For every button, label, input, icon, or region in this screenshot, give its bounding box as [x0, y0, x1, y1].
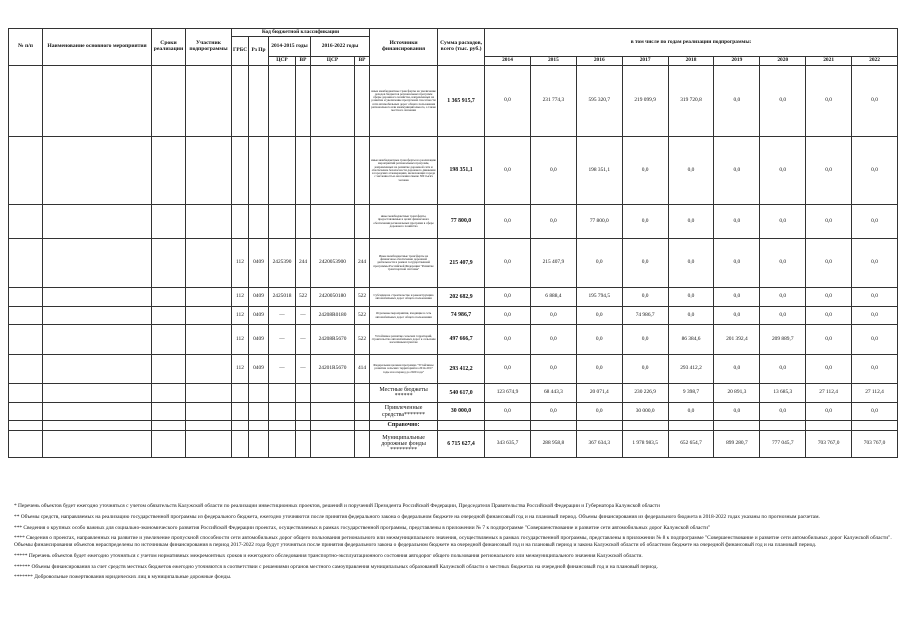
empty-cell — [249, 403, 269, 421]
table-row — [9, 421, 898, 431]
year-value-cell: 0,0 — [806, 403, 852, 421]
year-value-cell: 230 226,9 — [622, 384, 668, 403]
year-value-cell: 319 720,8 — [668, 66, 714, 137]
year-value-cell: 343 635,7 — [485, 431, 531, 458]
empty-cell — [186, 384, 232, 403]
year-value-cell: 0,0 — [485, 205, 531, 239]
vr-2016-cell — [355, 66, 370, 137]
year-value-cell: 0,0 — [668, 288, 714, 307]
year-value-cell: 0,0 — [668, 205, 714, 239]
year-value-cell: 6 888,4 — [530, 288, 576, 307]
table-row — [9, 66, 898, 137]
empty-cell — [852, 421, 898, 431]
header-year: 2019 — [714, 57, 760, 66]
csr-2014-cell: 2425018 — [269, 288, 296, 307]
empty-cell — [186, 403, 232, 421]
year-value-cell: 68 443,3 — [530, 384, 576, 403]
year-value-cell: 27 112,4 — [852, 384, 898, 403]
grbs-cell — [232, 66, 249, 137]
csr-2016-cell: 24208R5670 — [311, 325, 355, 355]
vr-2016-cell — [355, 205, 370, 239]
empty-cell — [311, 384, 355, 403]
csr-2016-cell — [311, 137, 355, 205]
grbs-cell: 112 — [232, 325, 249, 355]
total-cell: 215 407,9 — [438, 239, 485, 288]
vr-2014-cell — [296, 205, 311, 239]
header-grbs: ГРБС — [232, 37, 249, 66]
year-value-cell: 0,0 — [485, 66, 531, 137]
empty-cell — [43, 403, 152, 421]
year-value-cell: 0,0 — [530, 205, 576, 239]
empty-cell — [43, 325, 152, 355]
empty-cell — [622, 421, 668, 431]
empty-cell — [249, 431, 269, 458]
empty-cell — [43, 431, 152, 458]
year-value-cell: 30 000,0 — [622, 403, 668, 421]
header-period-2014: 2014-2015 годы — [269, 37, 311, 57]
year-value-cell: 195 794,5 — [576, 288, 622, 307]
empty-cell — [9, 325, 43, 355]
empty-cell — [186, 137, 232, 205]
vr-2016-cell: 244 — [355, 239, 370, 288]
table-row — [9, 307, 898, 325]
year-value-cell: 20 071,4 — [576, 384, 622, 403]
table-row — [9, 288, 898, 307]
empty-cell — [9, 205, 43, 239]
year-value-cell: 367 634,3 — [576, 431, 622, 458]
year-value-cell: 0,0 — [852, 137, 898, 205]
csr-2014-cell — [269, 137, 296, 205]
year-value-cell: 0,0 — [806, 239, 852, 288]
empty-cell — [43, 421, 152, 431]
empty-cell — [232, 384, 249, 403]
empty-cell — [296, 403, 311, 421]
year-value-cell: 0,0 — [852, 66, 898, 137]
table-row — [9, 239, 898, 288]
source-cell: Отдельные мероприятия, входящие в сеть автомобильных дорог общего пользования — [370, 307, 438, 325]
empty-cell — [576, 421, 622, 431]
table-row — [9, 431, 898, 458]
rzpr-cell — [249, 66, 269, 137]
source-cell: Устойчивое развитие сельских территорий, строительство автомобильных дорог к сельским населённым пунктам — [370, 325, 438, 355]
year-value-cell: 86 384,6 — [668, 325, 714, 355]
header-vr-2: ВР — [355, 57, 370, 66]
empty-cell — [152, 307, 186, 325]
vr-2016-cell: 522 — [355, 307, 370, 325]
empty-cell — [43, 288, 152, 307]
csr-2014-cell: 2425390 — [269, 239, 296, 288]
year-value-cell: 0,0 — [852, 288, 898, 307]
header-terms: Сроки реализации — [152, 29, 186, 66]
year-value-cell: 0,0 — [622, 325, 668, 355]
header-year: 2014 — [485, 57, 531, 66]
year-value-cell: 703 767,0 — [806, 431, 852, 458]
total-cell: 293 412,2 — [438, 355, 485, 384]
rzpr-cell: 0409 — [249, 307, 269, 325]
empty-cell — [43, 307, 152, 325]
empty-cell — [296, 384, 311, 403]
header-participant: Участник подпрограммы — [186, 29, 232, 66]
financing-table — [8, 28, 898, 458]
vr-2014-cell: — — [296, 307, 311, 325]
empty-cell — [186, 239, 232, 288]
year-value-cell: 0,0 — [852, 205, 898, 239]
empty-cell — [355, 421, 370, 431]
empty-cell — [311, 421, 355, 431]
empty-cell — [249, 384, 269, 403]
total-cell: 202 682,9 — [438, 288, 485, 307]
empty-cell — [9, 421, 43, 431]
csr-2016-cell: 24208R0180 — [311, 307, 355, 325]
header-year: 2016 — [576, 57, 622, 66]
header-year: 2020 — [760, 57, 806, 66]
footnote: *** Сведения о крупных особо важных для социально-экономического развития Российской Федерации проектах, осуществляемых в рамках государственной программы, представлены в приложении № 7 к подпрограмме "Совершенствование и развитие сети автомобильных дорог Калужской области" — [14, 524, 711, 531]
source-cell: Федеральная целевая программа "Устойчивое развитие сельских территорий на 2014-2017 годы и на период до 2020 года" — [370, 355, 438, 384]
header-name: Наименование основного мероприятия — [43, 29, 152, 66]
year-value-cell: 0,0 — [852, 403, 898, 421]
year-value-cell: 0,0 — [668, 239, 714, 288]
table-row — [9, 403, 898, 421]
empty-cell — [311, 403, 355, 421]
empty-cell — [249, 421, 269, 431]
empty-cell — [232, 431, 249, 458]
header-period-2016: 2016-2022 годы — [311, 37, 370, 57]
year-value-cell: 13 685,3 — [760, 384, 806, 403]
empty-cell — [186, 355, 232, 384]
year-value-cell: 20 891,3 — [714, 384, 760, 403]
grbs-cell — [232, 137, 249, 205]
header-year: 2018 — [668, 57, 714, 66]
empty-cell — [152, 403, 186, 421]
empty-cell — [232, 403, 249, 421]
year-value-cell: 0,0 — [668, 403, 714, 421]
year-value-cell: 0,0 — [806, 66, 852, 137]
vr-2016-cell: 414 — [355, 355, 370, 384]
rzpr-cell: 0409 — [249, 355, 269, 384]
csr-2014-cell: — — [269, 325, 296, 355]
empty-cell — [9, 431, 43, 458]
year-value-cell: 0,0 — [714, 403, 760, 421]
vr-2014-cell: 244 — [296, 239, 311, 288]
vr-2014-cell: — — [296, 355, 311, 384]
csr-2016-cell: 2420050180 — [311, 288, 355, 307]
table-row — [9, 137, 898, 205]
year-value-cell: 0,0 — [852, 325, 898, 355]
empty-cell — [43, 355, 152, 384]
empty-cell — [186, 288, 232, 307]
header-vr-1: ВР — [296, 57, 311, 66]
year-value-cell: 652 654,7 — [668, 431, 714, 458]
empty-cell — [43, 137, 152, 205]
source-cell: Иные межбюджетные трансферты на финансовое обеспечение дорожной деятельности в рамках государственной программы Российской Федерации "Развитие транспортной системы" — [370, 239, 438, 288]
empty-cell — [186, 325, 232, 355]
year-value-cell: 231 774,3 — [530, 66, 576, 137]
table-row — [9, 384, 898, 403]
year-value-cell: 0,0 — [576, 307, 622, 325]
year-value-cell: 74 986,7 — [622, 307, 668, 325]
year-value-cell: 0,0 — [852, 355, 898, 384]
year-value-cell: 0,0 — [714, 355, 760, 384]
footnote: ***** Перечень объектов будет ежегодно уточняться с учетом нормативных межремонтных сроков и ежегодного обследования транспортно-эксплуатационного состояния автодорог общего пользования регионального или межмуниципального значения Калужской области. — [14, 552, 643, 559]
footnote: ** Объемы средств, направляемых на реализацию государственной программы из федерального бюджета, ежегодно уточняются после принятия федерального закона о федеральном бюджете на очередной финансовый год и на плановый период. Объемы финансирования из федерального бюджета в 2018-2022 годах указаны по прогнозным расчетам. — [14, 513, 820, 520]
total-cell: 77 800,0 — [438, 205, 485, 239]
year-value-cell: 0,0 — [530, 325, 576, 355]
year-value-cell: 0,0 — [576, 403, 622, 421]
total-cell: 540 617,0 — [438, 384, 485, 403]
empty-cell — [9, 288, 43, 307]
year-value-cell: 0,0 — [760, 66, 806, 137]
empty-cell — [43, 384, 152, 403]
header-year: 2021 — [806, 57, 852, 66]
empty-cell — [269, 421, 296, 431]
year-value-cell: 201 392,4 — [714, 325, 760, 355]
empty-cell — [269, 384, 296, 403]
year-value-cell: 0,0 — [806, 137, 852, 205]
footnotes — [14, 503, 896, 585]
empty-cell — [438, 421, 485, 431]
empty-cell — [269, 431, 296, 458]
year-value-cell: 0,0 — [576, 239, 622, 288]
empty-cell — [43, 66, 152, 137]
empty-cell — [152, 66, 186, 137]
year-value-cell: 219 099,9 — [622, 66, 668, 137]
year-value-cell: 0,0 — [760, 205, 806, 239]
footnote: **** Сведения о проектах, направленных на развитие и увеличение пропускной способности сети автомобильных дорог общего пользования регионального или межмуниципального значения, осуществляемых в рамках государственной программы, представлены в приложении № 8 к подпрограмме "Совершенствование и развитие сети автомобильных дорог Калужской области". Объемы финансирования объектов нераспределены по источникам финансирования в период 2017-2022 года будут уточняться после принятия федерального закона о федеральном бюджете на очередной финансовый год и на плановый период и закона Калужской области об областном бюджете на очередной финансовый год и на плановый период. — [14, 535, 892, 548]
empty-cell — [152, 421, 186, 431]
year-value-cell: 0,0 — [485, 403, 531, 421]
empty-cell — [355, 431, 370, 458]
year-value-cell: 0,0 — [806, 355, 852, 384]
year-value-cell: 0,0 — [760, 307, 806, 325]
year-value-cell: 0,0 — [485, 325, 531, 355]
source-cell: Муниципальные дорожные фонды ********* — [370, 431, 438, 458]
empty-cell — [43, 205, 152, 239]
empty-cell — [186, 421, 232, 431]
rzpr-cell: 0409 — [249, 325, 269, 355]
rzpr-cell — [249, 137, 269, 205]
year-value-cell: 198 351,1 — [576, 137, 622, 205]
vr-2016-cell: 522 — [355, 288, 370, 307]
footnote: ******* Добровольные пожертвования юридических лиц в муниципальные дорожные фонды. — [14, 574, 232, 581]
empty-cell — [296, 431, 311, 458]
vr-2014-cell: — — [296, 325, 311, 355]
vr-2014-cell — [296, 66, 311, 137]
empty-cell — [186, 307, 232, 325]
source-cell: Местные бюджеты ****** — [370, 384, 438, 403]
empty-cell — [668, 421, 714, 431]
empty-cell — [9, 355, 43, 384]
empty-cell — [9, 137, 43, 205]
grbs-cell: 112 — [232, 239, 249, 288]
year-value-cell: 0,0 — [852, 307, 898, 325]
header-rzpr: Рз Пр — [249, 37, 269, 66]
empty-cell — [355, 403, 370, 421]
vr-2016-cell: 522 — [355, 325, 370, 355]
header-budget-code: Код бюджетной классификации — [232, 29, 370, 37]
total-cell: 198 351,1 — [438, 137, 485, 205]
year-value-cell: 215 407,9 — [530, 239, 576, 288]
year-value-cell: 0,0 — [576, 355, 622, 384]
source-cell: Привлеченные средства******* — [370, 403, 438, 421]
footnote: ****** Объемы финансирования за счет средств местных бюджетов ежегодно уточняются в соответствии с решениями органов местного самоуправления муниципальных образований Калужской области о местных бюджетах на очередной финансовый год и на плановый период. — [14, 563, 658, 570]
source-cell: иные межбюджетные трансферты на реализацию мероприятий региональных программ, направленных на развитие дорожной сети и обеспечение безопасности дорожного движения в городских агломерациях, включающих города с численностью населения свыше 300 тысяч человек — [370, 137, 438, 205]
empty-cell — [760, 421, 806, 431]
vr-2014-cell — [296, 137, 311, 205]
empty-cell — [152, 137, 186, 205]
total-cell: 497 666,7 — [438, 325, 485, 355]
grbs-cell — [232, 205, 249, 239]
year-value-cell: 0,0 — [576, 325, 622, 355]
year-value-cell: 0,0 — [622, 288, 668, 307]
header-no: № п/п — [9, 29, 43, 66]
year-value-cell: 0,0 — [622, 239, 668, 288]
csr-2016-cell — [311, 66, 355, 137]
vr-2016-cell — [355, 137, 370, 205]
rzpr-cell: 0409 — [249, 239, 269, 288]
header-year: 2015 — [530, 57, 576, 66]
empty-cell — [152, 355, 186, 384]
header-csr-2: ЦСР — [311, 57, 355, 66]
header-csr-1: ЦСР — [269, 57, 296, 66]
year-value-cell: 0,0 — [806, 325, 852, 355]
empty-cell — [9, 403, 43, 421]
year-value-cell: 0,0 — [530, 403, 576, 421]
year-value-cell: 209 889,7 — [760, 325, 806, 355]
year-value-cell: 0,0 — [714, 137, 760, 205]
year-value-cell: 0,0 — [714, 239, 760, 288]
empty-cell — [9, 307, 43, 325]
year-value-cell: 899 280,7 — [714, 431, 760, 458]
year-value-cell: 0,0 — [622, 355, 668, 384]
year-value-cell: 288 958,8 — [530, 431, 576, 458]
year-value-cell: 0,0 — [530, 137, 576, 205]
csr-2014-cell — [269, 66, 296, 137]
year-value-cell: 0,0 — [806, 205, 852, 239]
grbs-cell: 112 — [232, 355, 249, 384]
year-value-cell: 0,0 — [806, 307, 852, 325]
empty-cell — [269, 403, 296, 421]
rzpr-cell — [249, 205, 269, 239]
vr-2014-cell: 522 — [296, 288, 311, 307]
csr-2014-cell — [269, 205, 296, 239]
year-value-cell: 0,0 — [530, 307, 576, 325]
empty-cell — [485, 421, 531, 431]
header-sum: Сумма расходов, всего (тыс. руб.) — [438, 29, 485, 66]
year-value-cell: 0,0 — [622, 205, 668, 239]
empty-cell — [152, 384, 186, 403]
year-value-cell: 0,0 — [530, 355, 576, 384]
year-value-cell: 0,0 — [668, 307, 714, 325]
empty-cell — [186, 431, 232, 458]
empty-cell — [9, 66, 43, 137]
footnote: * Перечень объектов будет ежегодно уточняться с учетом обязательств Калужской области по реализации инвестиционных проектов, решений и поручений Президента Российской Федерации, Председателя Правительства Российской Федерации и Губернатора Калужской области — [14, 503, 660, 509]
header-sources: Источники финансирования — [370, 29, 438, 66]
year-value-cell: 0,0 — [714, 66, 760, 137]
year-value-cell: 27 112,4 — [806, 384, 852, 403]
year-value-cell: 0,0 — [806, 288, 852, 307]
empty-cell — [355, 384, 370, 403]
source-cell: иные межбюджетные трансферты, предоставляемые в целях финансового обеспечения региональных программ в сфере дорожного хозяйства — [370, 205, 438, 239]
empty-cell — [152, 205, 186, 239]
year-value-cell: 123 674,9 — [485, 384, 531, 403]
empty-cell — [43, 239, 152, 288]
year-value-cell: 0,0 — [760, 403, 806, 421]
rzpr-cell: 0409 — [249, 288, 269, 307]
header-years-title: в том числе по годам реализации подпрограммы: — [485, 29, 898, 57]
csr-2014-cell: — — [269, 307, 296, 325]
csr-2016-cell: 24201R5670 — [311, 355, 355, 384]
table-row — [9, 355, 898, 384]
year-value-cell: 0,0 — [760, 137, 806, 205]
header-year: 2022 — [852, 57, 898, 66]
empty-cell — [232, 421, 249, 431]
year-value-cell: 293 412,2 — [668, 355, 714, 384]
table-row — [9, 325, 898, 355]
empty-cell — [806, 421, 852, 431]
year-value-cell: 0,0 — [622, 137, 668, 205]
empty-cell — [714, 421, 760, 431]
year-value-cell: 0,0 — [760, 239, 806, 288]
total-cell: 30 000,0 — [438, 403, 485, 421]
year-value-cell: 0,0 — [760, 288, 806, 307]
total-cell: 1 365 915,7 — [438, 66, 485, 137]
empty-cell — [296, 421, 311, 431]
source-cell: иные межбюджетные трансферты на увеличение доходов бюджетов региональных программ сферы дорожного хозяйства, направленных на развитие и увеличение пропускной способности сети автомобильных дорог общего пользования регионального или межмуниципального, а также местного значения — [370, 66, 438, 137]
year-value-cell: 0,0 — [485, 355, 531, 384]
year-value-cell: 77 800,0 — [576, 205, 622, 239]
year-value-cell: 0,0 — [485, 288, 531, 307]
empty-cell — [186, 205, 232, 239]
empty-cell — [9, 239, 43, 288]
year-value-cell: 0,0 — [760, 355, 806, 384]
total-cell: 74 986,7 — [438, 307, 485, 325]
grbs-cell: 112 — [232, 307, 249, 325]
csr-2016-cell — [311, 205, 355, 239]
year-value-cell: 595 320,7 — [576, 66, 622, 137]
year-value-cell: 0,0 — [714, 288, 760, 307]
year-value-cell: 777 045,7 — [760, 431, 806, 458]
empty-cell — [530, 421, 576, 431]
empty-cell — [9, 384, 43, 403]
grbs-cell: 112 — [232, 288, 249, 307]
year-value-cell: 0,0 — [485, 307, 531, 325]
year-value-cell: 703 767,0 — [852, 431, 898, 458]
year-value-cell: 0,0 — [668, 137, 714, 205]
empty-cell — [152, 239, 186, 288]
year-value-cell: 0,0 — [714, 307, 760, 325]
empty-cell — [311, 431, 355, 458]
csr-2014-cell: — — [269, 355, 296, 384]
csr-2016-cell: 2420053900 — [311, 239, 355, 288]
empty-cell — [152, 325, 186, 355]
year-value-cell: 0,0 — [485, 137, 531, 205]
year-value-cell: 0,0 — [485, 239, 531, 288]
source-cell: Справочно: — [370, 421, 438, 431]
year-value-cell: 0,0 — [714, 205, 760, 239]
year-value-cell: 9 398,7 — [668, 384, 714, 403]
year-value-cell: 1 978 983,5 — [622, 431, 668, 458]
total-cell: 6 715 627,4 — [438, 431, 485, 458]
empty-cell — [186, 66, 232, 137]
header-year: 2017 — [622, 57, 668, 66]
year-value-cell: 0,0 — [852, 239, 898, 288]
empty-cell — [152, 431, 186, 458]
source-cell: Субсидии на строительство и реконструкцию автомобильных дорог общего пользования — [370, 288, 438, 307]
table-row — [9, 205, 898, 239]
empty-cell — [152, 288, 186, 307]
